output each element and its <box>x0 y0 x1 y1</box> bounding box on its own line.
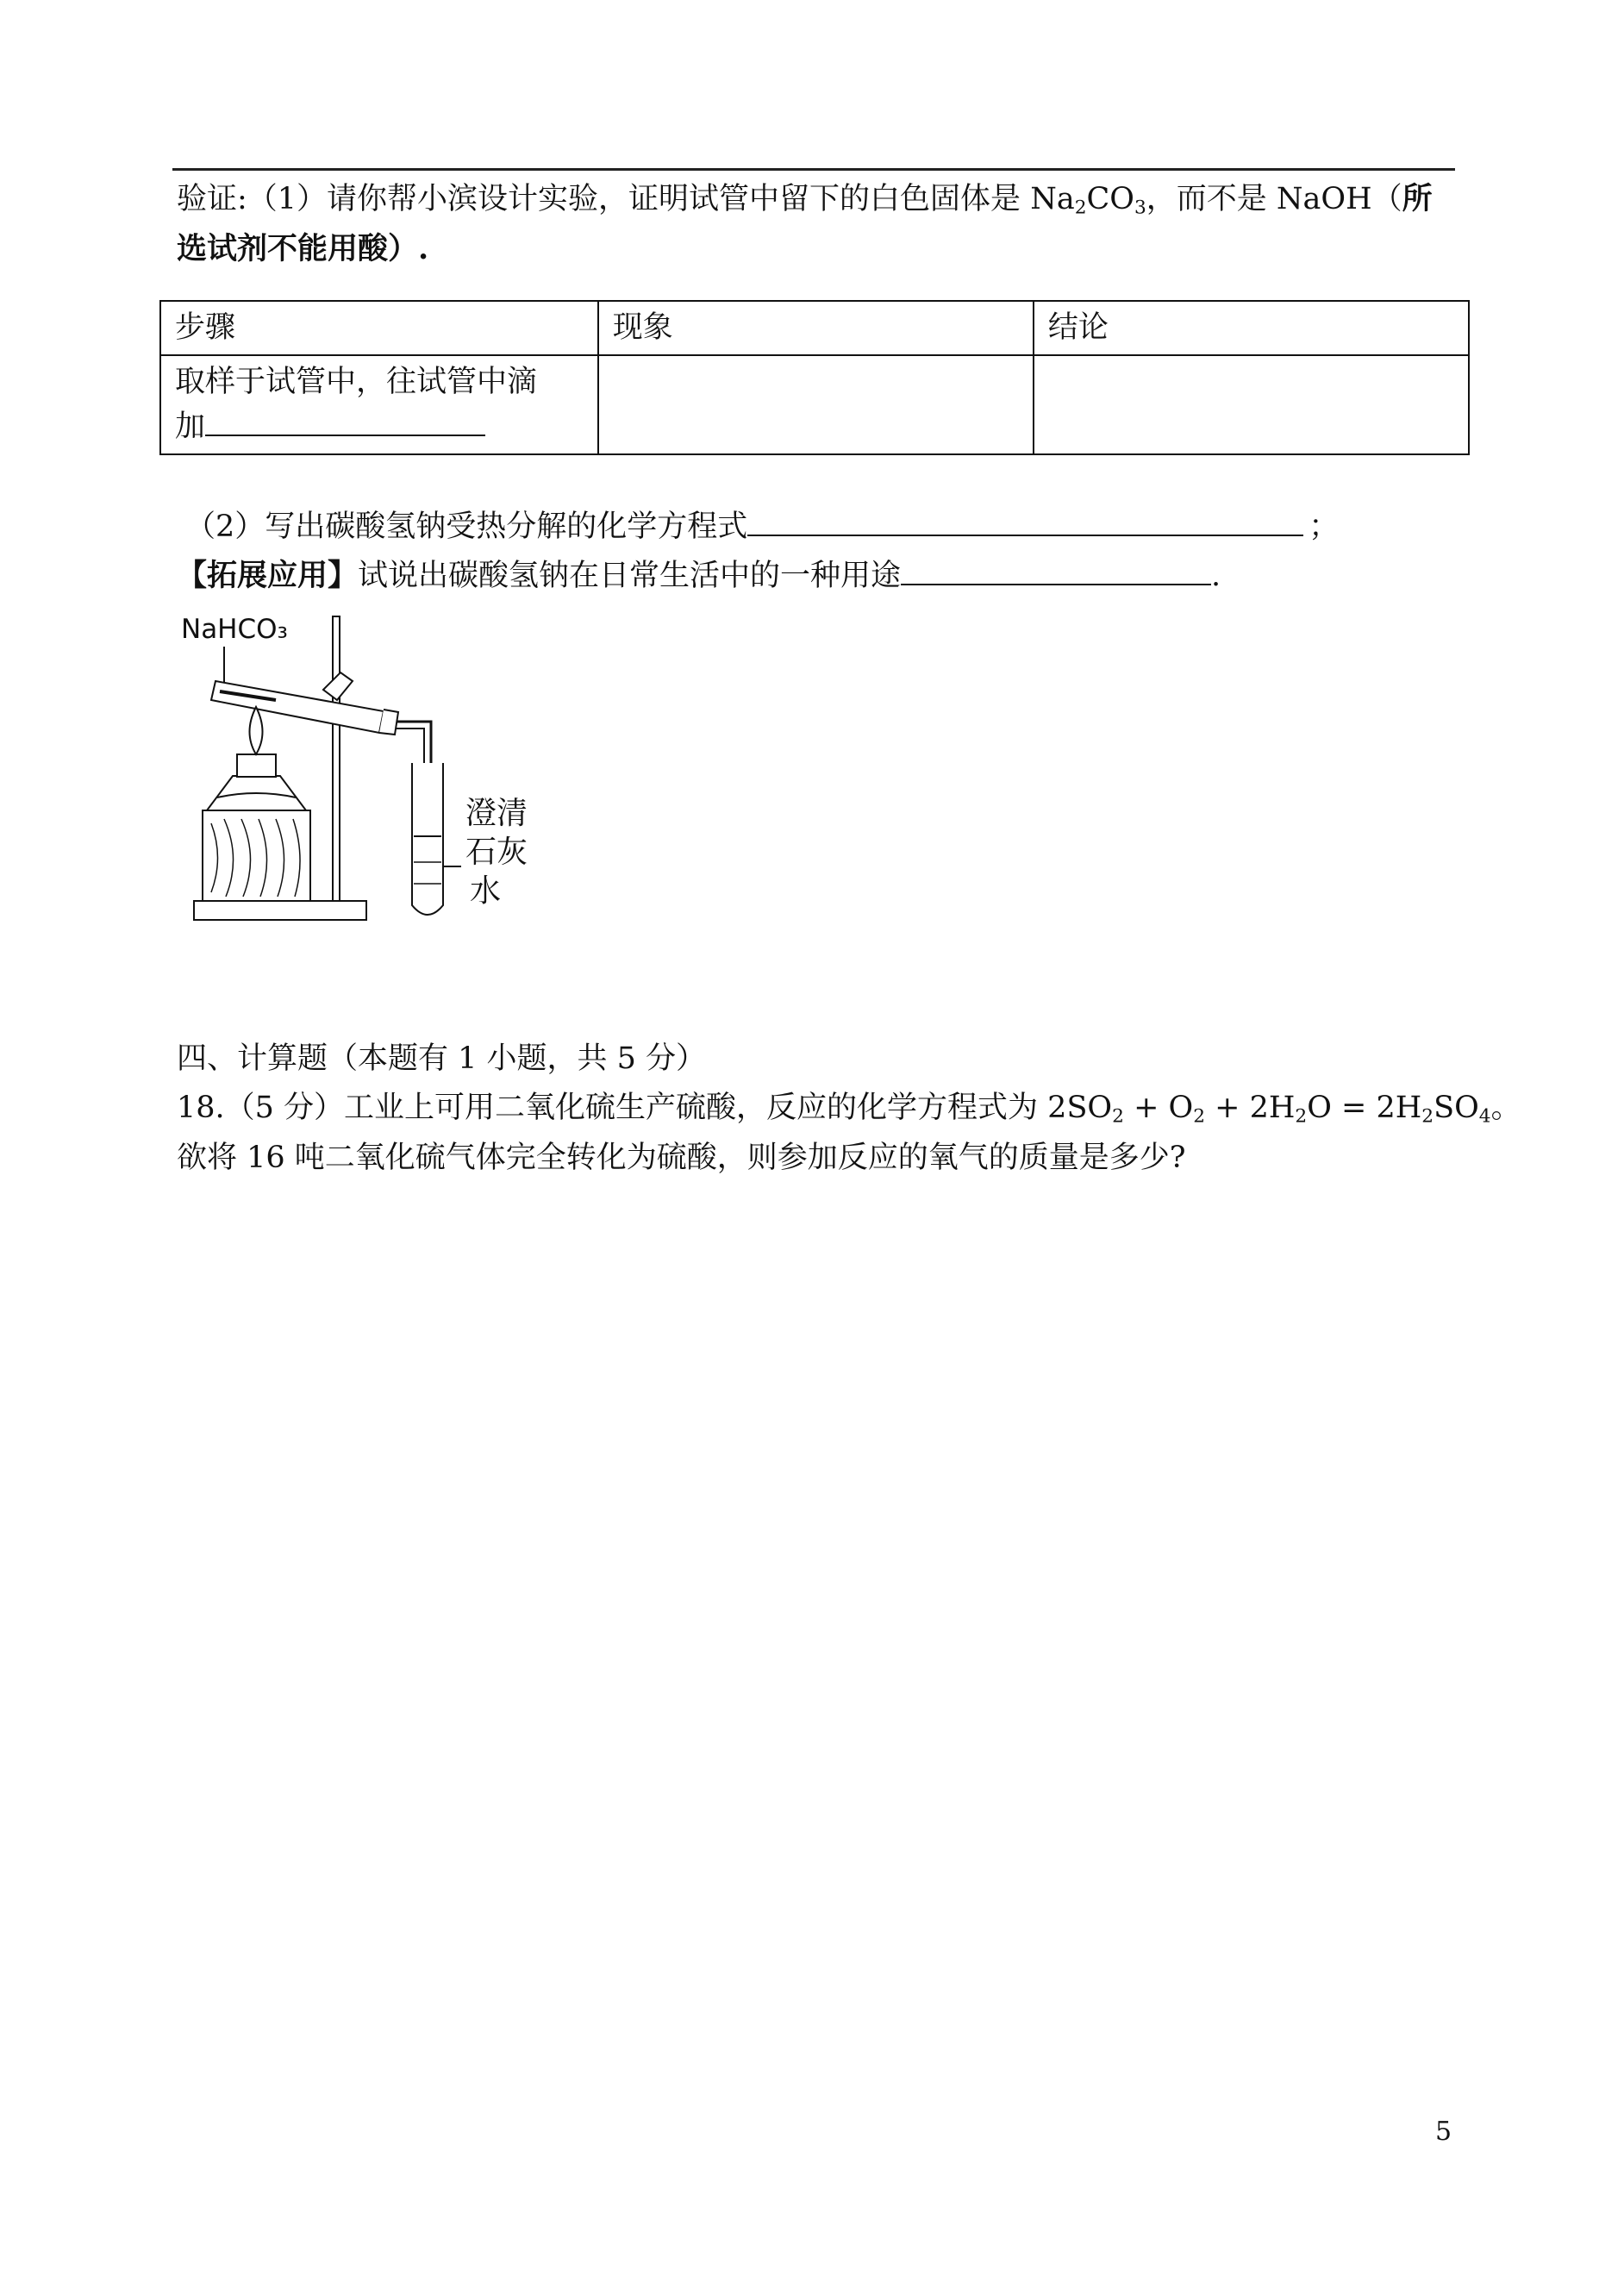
header-phenomenon: 现象 <box>598 301 1034 355</box>
limewater-label-2: 石灰 <box>465 835 528 870</box>
apparatus-figure <box>172 603 569 940</box>
nahco3-label: NaHCO₃ <box>181 614 288 645</box>
flame-icon <box>250 707 263 754</box>
header-rule <box>172 168 1455 171</box>
clamp <box>323 672 353 700</box>
extend-line: 【拓展应用】试说出碳酸氢钠在日常生活中的一种用途 . <box>177 553 1221 594</box>
header-step: 步骤 <box>160 301 598 355</box>
page-number: 5 <box>1435 2117 1452 2147</box>
conclusion-cell[interactable] <box>1034 355 1469 454</box>
verify-line-1: 验证:（1）请你帮小滨设计实验，证明试管中留下的白色固体是 $Na_2CO_3$，而不是 NaOH（所 <box>177 181 1433 219</box>
phenomenon-cell[interactable] <box>598 355 1034 454</box>
equation-blank[interactable] <box>747 504 1303 536</box>
reagent-blank[interactable] <box>205 404 485 436</box>
q2-line: （2）写出碳酸氢钠受热分解的化学方程式 ； <box>185 504 1339 545</box>
limewater-label-3: 水 <box>470 873 502 909</box>
limewater-tube <box>412 763 443 915</box>
q18-line-1: 18.（5 分）工业上可用二氧化硫生产硫酸，反应的化学方程式为 $2SO_2 + O_2 + 2H_2O = 2H_2SO_4$。 <box>177 1091 1521 1128</box>
verify-text: 验证:（1）请你帮小滨设计实验，证明试管中留下的白色固体是 Na <box>177 182 1075 216</box>
q18-line-2: 欲将 16 吨二氧化硫气体完全转化为硫酸，则参加反应的氧气的质量是多少? <box>177 1141 1186 1175</box>
heated-test-tube <box>211 681 398 735</box>
verify-line-2: 选试剂不能用酸）. <box>177 231 429 266</box>
header-conclusion: 结论 <box>1034 301 1469 355</box>
stand-rod <box>333 616 340 914</box>
stand-base <box>194 901 366 920</box>
usage-blank[interactable] <box>901 553 1211 585</box>
wooden-block <box>203 810 310 901</box>
experiment-table <box>159 300 1470 455</box>
limewater-label-1: 澄清 <box>465 796 528 831</box>
table-header-row <box>160 301 1469 355</box>
section-4-title: 四、计算题（本题有 1 小题，共 5 分） <box>177 1041 707 1076</box>
step-cell: 取样于试管中，往试管中滴 加 <box>160 355 598 454</box>
alcohol-lamp <box>207 707 306 810</box>
table-row <box>160 355 1469 454</box>
